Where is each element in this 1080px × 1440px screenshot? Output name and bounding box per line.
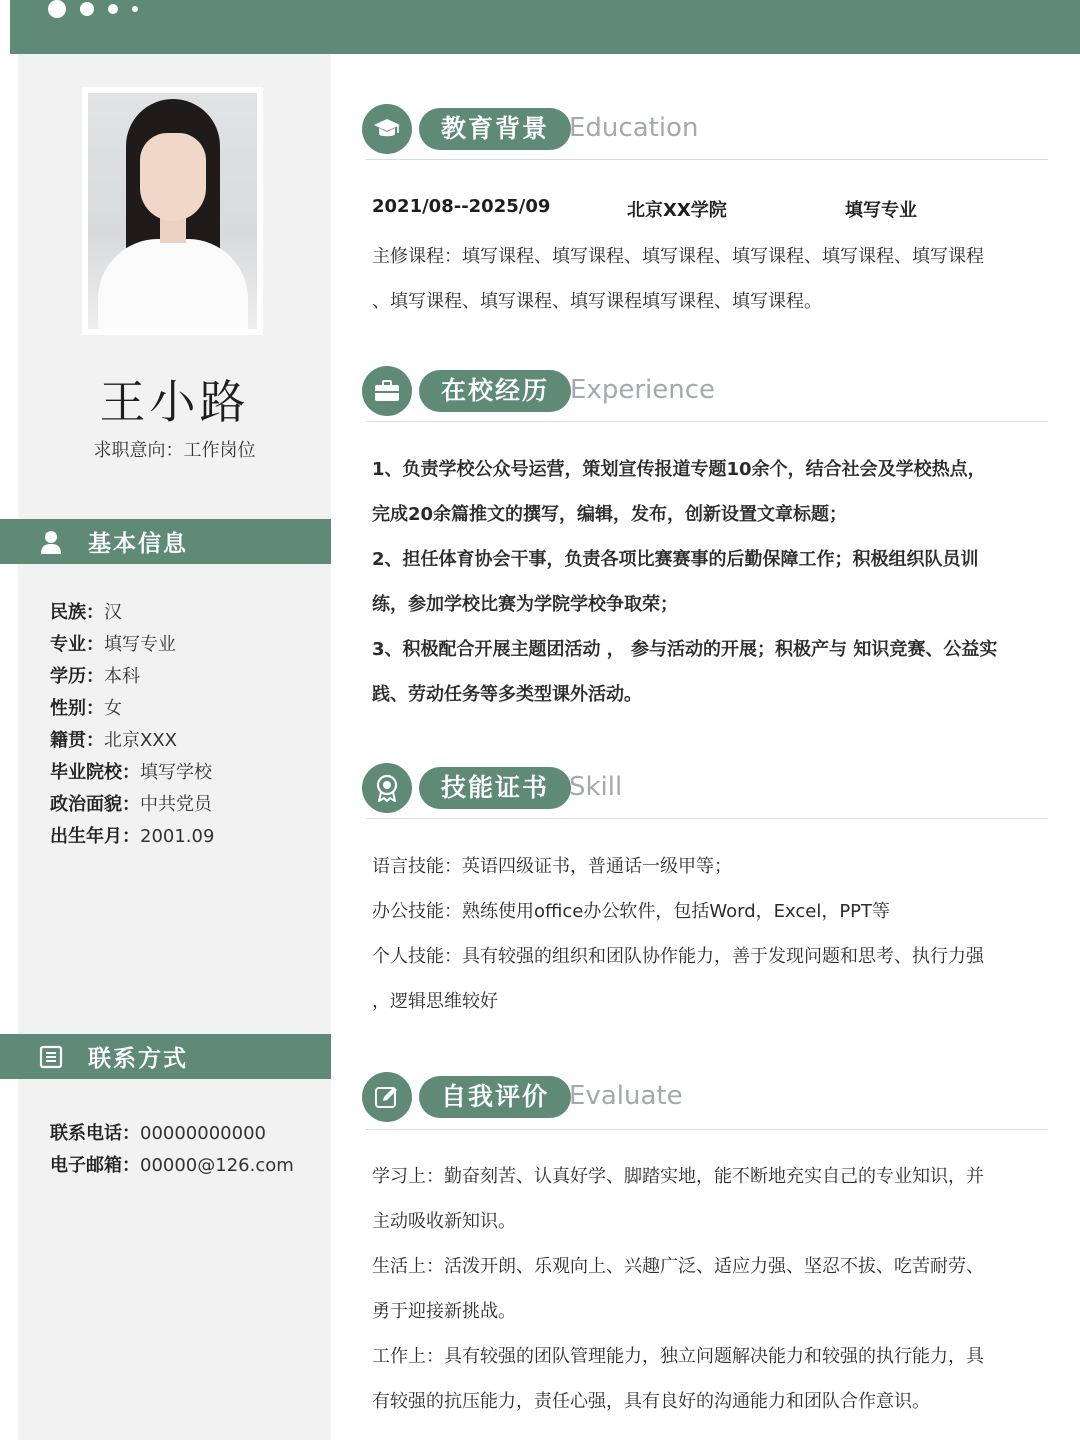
evaluate-header [362,1072,1052,1122]
contact-list [50,1120,325,1184]
info-row-major: 专业：填写专业 [50,634,176,655]
text-line: 工作上：具有较强的团队管理能力，独立问题解决能力和较强的执行能力，具 [372,1346,984,1367]
job-intent: 求职意向：工作岗位 [93,440,256,461]
info-row-gender: 性别：女 [50,698,122,719]
contact-email: 电子邮箱：00000@126.com [50,1155,294,1176]
graduation-cap-icon [362,104,412,154]
edit-icon [362,1072,412,1122]
evaluate-title: 自我评价 [419,1076,571,1118]
info-row-degree: 学历：本科 [50,666,140,687]
text-line: 有较强的抗压能力，责任心强，具有良好的沟通能力和团队合作意识。 [372,1391,930,1412]
text-line: 践、劳动任务等多类型课外活动。 [372,684,642,705]
text-line: 勇于迎接新挑战。 [372,1301,516,1322]
dot-2 [80,2,94,16]
user-icon [36,527,66,557]
contact-phone: 联系电话：00000000000 [50,1123,266,1144]
info-row-hometown: 籍贯：北京XXX [50,730,177,751]
award-icon [362,763,412,813]
text-line: 主修课程：填写课程、填写课程、填写课程、填写课程、填写课程、填写课程 [372,246,984,267]
education-courses [372,234,1052,324]
text-line: 办公技能：熟练使用office办公软件，包括Word，Excel，PPT等 [372,901,891,922]
education-major: 填写专业 [845,200,917,221]
evaluate-english-title: Evaluate [569,1081,683,1111]
info-row-political: 政治面貌：中共党员 [50,794,212,815]
decorative-dots [48,0,138,18]
text-line: 主动吸收新知识。 [372,1211,516,1232]
experience-title: 在校经历 [419,370,571,412]
education-summary [372,196,1052,226]
skill-header [362,763,1052,813]
briefcase-icon [362,366,412,416]
basic-info-list [50,599,320,855]
skill-title: 技能证书 [419,767,571,809]
education-period: 2021/08--2025/09 [372,196,551,217]
education-title: 教育背景 [419,108,571,150]
info-row-school: 毕业院校：填写学校 [50,762,212,783]
text-line: 1、负责学校公众号运营，策划宣传报道专题10余个，结合社会及学校热点， [372,459,986,480]
skill-list [372,844,1052,1024]
skill-divider [366,818,1048,819]
evaluate-divider [366,1129,1048,1130]
portrait-image [88,93,257,329]
basic-info-header [0,519,331,564]
text-line: 完成20余篇推文的撰写，编辑，发布，创新设置文章标题； [372,504,848,525]
skill-english-title: Skill [569,772,623,802]
basic-info-title: 基本信息 [88,531,188,557]
text-line: 生活上：活泼开朗、乐观向上、兴趣广泛、适应力强、坚忍不拔、吃苦耐劳、 [372,1256,984,1277]
experience-divider [366,421,1048,422]
info-row-ethnicity: 民族：汉 [50,602,122,623]
contact-title: 联系方式 [88,1046,188,1072]
text-line: 练，参加学校比赛为学院学校争取荣； [372,594,678,615]
education-divider [366,159,1048,160]
text-line: 2、担任体育协会干事，负责各项比赛赛事的后勤保障工作；积极组织队员训 [372,549,979,570]
text-line: 个人技能：具有较强的组织和团队协作能力，善于发现问题和思考、执行力强 [372,946,984,967]
list-icon [36,1042,66,1072]
dot-1 [48,0,66,18]
education-english-title: Education [569,113,699,143]
education-header [362,104,1052,154]
text-line: 学习上：勤奋刻苦、认真好学、脚踏实地，能不断地充实自己的专业知识，并 [372,1166,984,1187]
experience-english-title: Experience [570,375,715,405]
profile-photo [82,87,263,335]
experience-list [372,447,1052,717]
contact-header [0,1034,331,1079]
education-school: 北京XX学院 [627,200,727,221]
info-row-birth: 出生年月：2001.09 [50,826,215,847]
dot-4 [132,6,138,12]
text-line: 语言技能：英语四级证书，普通话一级甲等； [372,856,732,877]
text-line: ，逻辑思维较好 [372,991,498,1012]
candidate-name: 王小路 [99,375,250,429]
text-line: 3、积极配合开展主题团活动 ， 参与活动的开展；积极产与 知识竞赛、公益实 [372,639,998,660]
text-line: 、填写课程、填写课程、填写课程填写课程、填写课程。 [372,291,822,312]
top-banner [10,0,1080,54]
experience-header [362,366,1052,416]
evaluate-list [372,1154,1052,1424]
dot-3 [108,4,118,14]
